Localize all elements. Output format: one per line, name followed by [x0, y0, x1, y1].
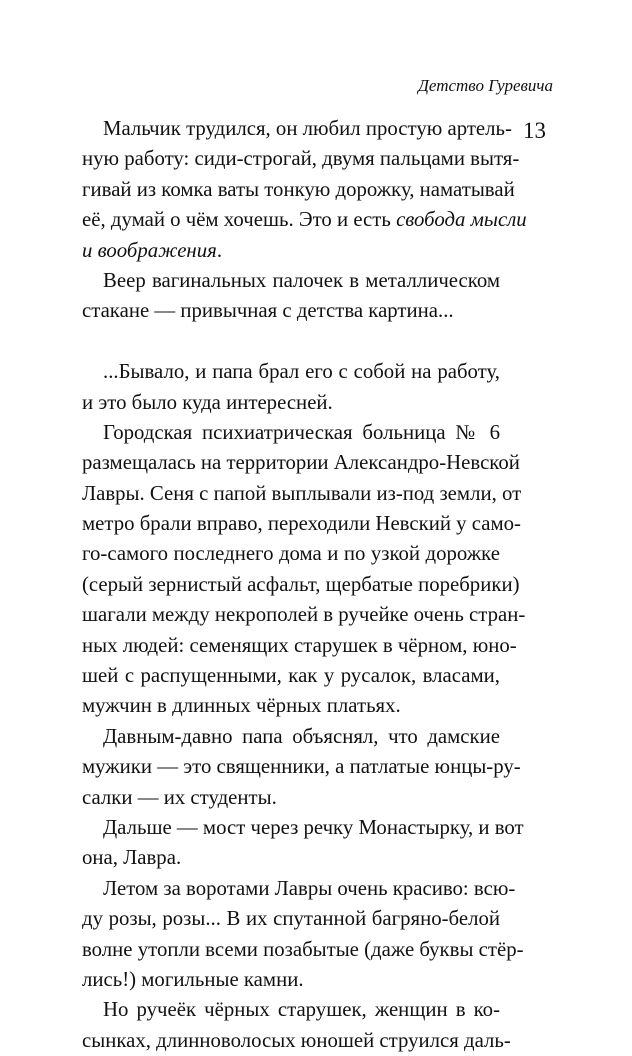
- text-line: размещалась на территории Александро-Невской: [82, 451, 520, 475]
- text-line: волне утопли всеми позабытые (даже буквы стёр-: [82, 937, 524, 961]
- text-line: сынках, длинноволосых юношей струился даль-: [82, 1028, 511, 1052]
- section-break: [82, 327, 500, 357]
- text-line: Летом за воротами Лавры очень красиво: всю-: [103, 876, 516, 900]
- text-line: мужики — это священники, а патлатые юнцы-ру-: [82, 755, 521, 779]
- text-line: гивай из комка ваты тонкую дорожку, наматывай: [82, 177, 515, 201]
- paragraph: [82, 995, 511, 1056]
- paragraph: [82, 722, 521, 813]
- text-line: ную работу: сиди-строгай, двумя пальцами вытя-: [82, 147, 520, 171]
- text-line: шей с распущенными, как у русалок, власами,: [82, 664, 500, 688]
- text-line: ...Бывало, и папа брал его с собой на работу,: [103, 360, 500, 384]
- text-line: [82, 205, 527, 235]
- running-head: Детство Гуревича: [418, 76, 553, 95]
- text-line: ных людей: семенящих старушек в чёрном, юно-: [82, 633, 517, 657]
- paragraph: [82, 874, 524, 996]
- page-number: 13: [523, 118, 546, 143]
- paragraph: [82, 418, 526, 722]
- text-run: .: [216, 238, 223, 262]
- body-text: [82, 114, 527, 1056]
- text-line: ду розы, розы... В их спутанной багряно-белой: [82, 907, 500, 931]
- text-line: она, Лавра.: [82, 846, 182, 870]
- text-line: Но ручеёк чёрных старушек, женщин в ко-: [103, 998, 500, 1022]
- text-line: (серый зернистый асфальт, щербатые поребрики): [82, 572, 520, 596]
- text-line: Веер вагинальных палочек в металлическом: [103, 268, 500, 292]
- paragraph: [82, 114, 527, 266]
- text-line: шагали между некрополей в ручейке очень стран-: [82, 603, 526, 627]
- text-run: её, думай о чём хочешь. Это и есть: [82, 208, 397, 232]
- text-line: Дальше — мост через речку Монастырку, и вот: [103, 815, 524, 839]
- text-line: [82, 236, 500, 266]
- text-line: лись!) могильные камни.: [82, 967, 304, 991]
- text-line: мужчин в длинных чёрных платьях.: [82, 694, 401, 718]
- text-line: Городская психиатрическая больница № 6: [103, 420, 500, 444]
- text-line: Мальчик трудился, он любил простую артель-: [103, 117, 512, 140]
- text-line: стакане — привычная с детства картина...: [82, 299, 454, 323]
- text-line: и это было куда интересней.: [82, 390, 333, 414]
- text-line: Лавры. Сеня с папой выплывали из-под земли, от: [82, 481, 522, 505]
- italic-text: свобода мысли: [396, 208, 527, 232]
- paragraph: [82, 266, 500, 327]
- text-line: го-самого последнего дома и по узкой дорожке: [82, 542, 500, 566]
- italic-text: и воображения: [82, 238, 217, 262]
- paragraph: [82, 357, 500, 418]
- text-line: метро брали вправо, переходили Невский у само-: [82, 512, 521, 536]
- text-line: салки — их студенты.: [82, 785, 277, 809]
- text-line: Давным-давно папа объяснял, что дамские: [103, 724, 500, 748]
- paragraph: [82, 813, 524, 874]
